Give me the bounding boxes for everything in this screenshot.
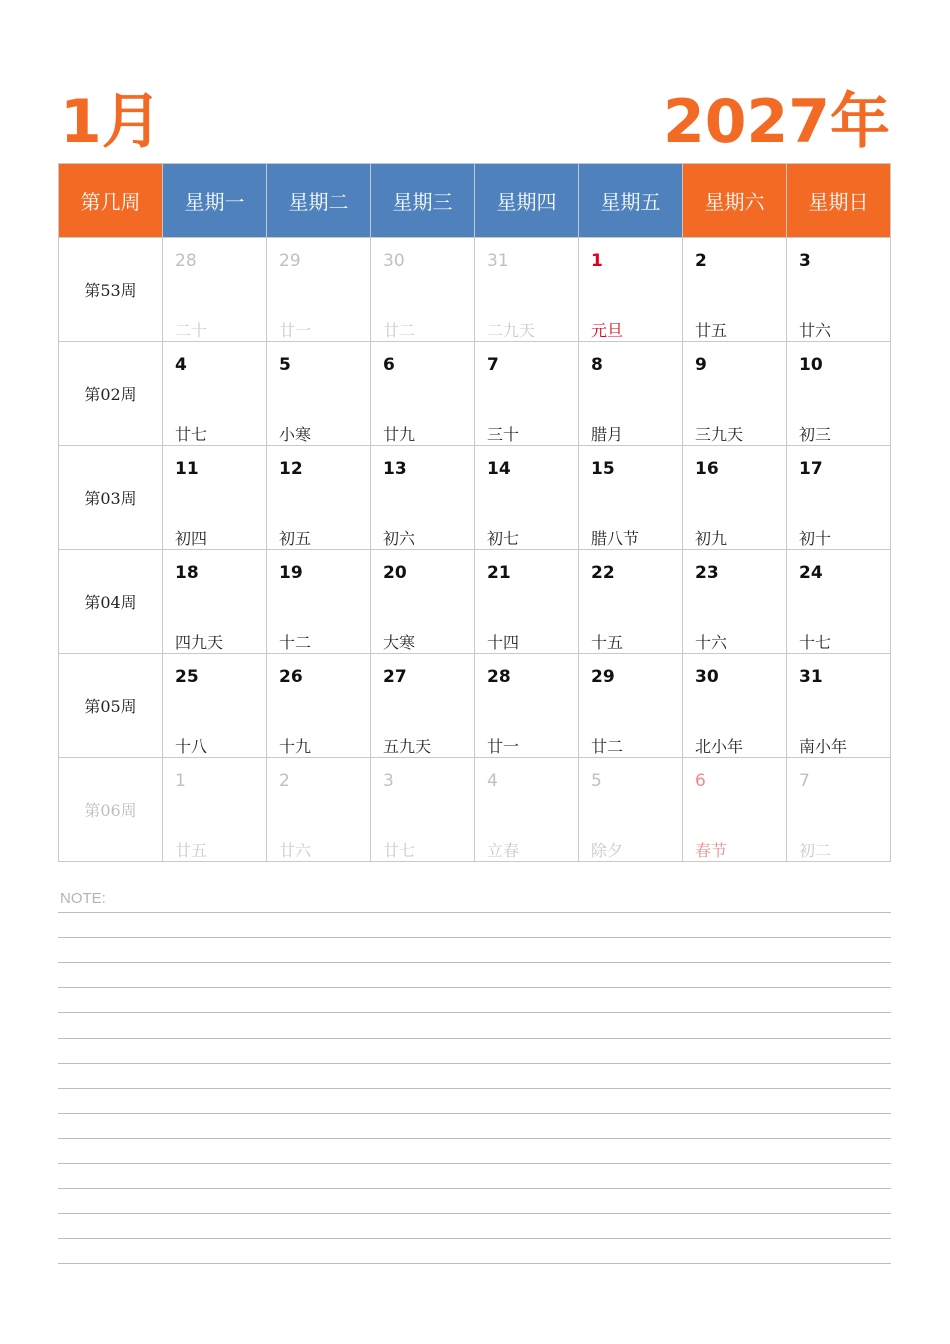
- day-number: 1: [175, 771, 186, 791]
- day-cell: [579, 238, 683, 342]
- day-number: 14: [487, 459, 511, 479]
- day-number: 18: [175, 563, 199, 583]
- day-cell: [683, 238, 787, 342]
- day-number: 12: [279, 459, 303, 479]
- week-row: [59, 758, 891, 862]
- lunar-date: 廿一: [487, 737, 520, 756]
- day-number: 7: [487, 355, 499, 375]
- lunar-date: 十九: [279, 737, 312, 756]
- day-number: 28: [487, 667, 511, 687]
- day-cell: [163, 654, 267, 758]
- day-number: 15: [591, 459, 615, 479]
- day-number: 26: [279, 667, 303, 687]
- note-line: [58, 1138, 891, 1139]
- day-cell: [475, 758, 579, 862]
- month-title: 1月: [60, 87, 162, 157]
- day-cell: [163, 550, 267, 654]
- day-number: 27: [383, 667, 407, 687]
- lunar-date: 二十: [175, 321, 208, 340]
- lunar-date: 廿五: [695, 321, 728, 340]
- day-cell: [475, 238, 579, 342]
- lunar-date: 元旦: [591, 321, 624, 340]
- day-number: 29: [591, 667, 615, 687]
- lunar-date: 廿六: [279, 841, 312, 860]
- lunar-date: 廿五: [175, 841, 208, 860]
- day-cell: [787, 550, 891, 654]
- day-number: 5: [279, 355, 291, 375]
- day-number: 28: [175, 251, 197, 271]
- day-cell: [371, 550, 475, 654]
- day-number: 30: [383, 251, 405, 271]
- lunar-date: 腊八节: [591, 529, 640, 548]
- day-number: 3: [383, 771, 394, 791]
- day-number: 5: [591, 771, 602, 791]
- note-label: NOTE:: [60, 890, 106, 907]
- day-cell: [475, 654, 579, 758]
- day-number: 1: [591, 251, 603, 271]
- lunar-date: 十四: [487, 633, 520, 652]
- day-number: 29: [279, 251, 301, 271]
- lunar-date: 北小年: [695, 737, 744, 756]
- lunar-date: 腊月: [591, 425, 624, 444]
- day-number: 11: [175, 459, 199, 479]
- header-wednesday: 星期三: [371, 164, 475, 238]
- day-number: 30: [695, 667, 719, 687]
- day-number: 17: [799, 459, 823, 479]
- day-number: 21: [487, 563, 511, 583]
- day-number: 6: [695, 771, 706, 791]
- lunar-date: 十七: [799, 633, 832, 652]
- day-number: 24: [799, 563, 823, 583]
- day-cell: [163, 342, 267, 446]
- calendar-table: [58, 163, 891, 862]
- day-number: 31: [487, 251, 509, 271]
- day-number: 2: [695, 251, 707, 271]
- day-cell: [371, 342, 475, 446]
- day-cell: [475, 446, 579, 550]
- week-row: [59, 238, 891, 342]
- note-line: [58, 987, 891, 988]
- header-saturday: 星期六: [683, 164, 787, 238]
- day-number: 3: [799, 251, 811, 271]
- day-number: 13: [383, 459, 407, 479]
- day-number: 16: [695, 459, 719, 479]
- header-sunday: 星期日: [787, 164, 891, 238]
- year-title: 2027年: [663, 87, 890, 157]
- day-cell: [787, 238, 891, 342]
- lunar-date: 十五: [591, 633, 624, 652]
- day-number: 31: [799, 667, 823, 687]
- lunar-date: 十二: [279, 633, 312, 652]
- day-number: 25: [175, 667, 199, 687]
- day-number: 8: [591, 355, 603, 375]
- header-thursday: 星期四: [475, 164, 579, 238]
- lunar-date: 十八: [175, 737, 208, 756]
- day-cell: [579, 550, 683, 654]
- note-line: [58, 1263, 891, 1264]
- day-cell: [163, 758, 267, 862]
- lunar-date: 三十: [487, 425, 520, 444]
- lunar-date: 初七: [487, 529, 520, 548]
- day-cell: [163, 446, 267, 550]
- day-cell: [475, 550, 579, 654]
- week-number-cell: 第03周: [59, 446, 163, 550]
- day-cell: [267, 654, 371, 758]
- lunar-date: 南小年: [799, 737, 848, 756]
- day-cell: [267, 550, 371, 654]
- note-line: [58, 962, 891, 963]
- week-number-cell: 第02周: [59, 342, 163, 446]
- header-monday: 星期一: [163, 164, 267, 238]
- day-cell: [371, 758, 475, 862]
- day-cell: [371, 238, 475, 342]
- note-line: [58, 1213, 891, 1214]
- lunar-date: 初五: [279, 529, 312, 548]
- day-number: 19: [279, 563, 303, 583]
- day-number: 9: [695, 355, 707, 375]
- week-number-cell: 第06周: [59, 758, 163, 862]
- note-line: [58, 1088, 891, 1089]
- lunar-date: 廿一: [279, 321, 312, 340]
- header-tuesday: 星期二: [267, 164, 371, 238]
- day-number: 20: [383, 563, 407, 583]
- lunar-date: 初三: [799, 425, 832, 444]
- lunar-date: 立春: [487, 841, 520, 860]
- lunar-date: 廿六: [799, 321, 832, 340]
- day-number: 4: [487, 771, 498, 791]
- day-cell: [787, 342, 891, 446]
- day-cell: [267, 238, 371, 342]
- day-cell: [371, 446, 475, 550]
- lunar-date: 三九天: [695, 425, 744, 444]
- note-line: [58, 1188, 891, 1189]
- day-cell: [787, 758, 891, 862]
- lunar-date: 廿七: [383, 841, 416, 860]
- week-row: [59, 550, 891, 654]
- lunar-date: 二九天: [487, 321, 536, 340]
- week-number-header: 第几周: [59, 164, 163, 238]
- day-cell: [163, 238, 267, 342]
- note-line: [58, 912, 891, 913]
- day-cell: [683, 758, 787, 862]
- week-row: [59, 342, 891, 446]
- week-number-cell: 第04周: [59, 550, 163, 654]
- lunar-date: 廿七: [175, 425, 208, 444]
- lunar-date: 初四: [175, 529, 208, 548]
- lunar-date: 初二: [799, 841, 832, 860]
- lunar-date: 初十: [799, 529, 832, 548]
- lunar-date: 小寒: [279, 425, 312, 444]
- day-cell: [267, 446, 371, 550]
- week-number-cell: 第05周: [59, 654, 163, 758]
- week-number-cell: 第53周: [59, 238, 163, 342]
- note-line: [58, 1238, 891, 1239]
- day-cell: [683, 550, 787, 654]
- day-number: 23: [695, 563, 719, 583]
- note-line: [58, 1113, 891, 1114]
- lunar-date: 十六: [695, 633, 728, 652]
- lunar-date: 除夕: [591, 841, 624, 860]
- day-cell: [683, 446, 787, 550]
- lunar-date: 四九天: [175, 633, 224, 652]
- day-number: 10: [799, 355, 823, 375]
- day-cell: [683, 654, 787, 758]
- day-number: 6: [383, 355, 395, 375]
- day-cell: [371, 654, 475, 758]
- note-line: [58, 1038, 891, 1039]
- weekday-header-row: [59, 164, 891, 238]
- day-number: 7: [799, 771, 810, 791]
- week-row: [59, 446, 891, 550]
- note-line: [58, 1163, 891, 1164]
- day-cell: [579, 446, 683, 550]
- lunar-date: 廿二: [383, 321, 416, 340]
- day-cell: [267, 758, 371, 862]
- day-cell: [579, 342, 683, 446]
- lunar-date: 五九天: [383, 737, 432, 756]
- header-friday: 星期五: [579, 164, 683, 238]
- day-cell: [475, 342, 579, 446]
- day-number: 2: [279, 771, 290, 791]
- day-number: 22: [591, 563, 615, 583]
- lunar-date: 廿九: [383, 425, 416, 444]
- day-cell: [579, 654, 683, 758]
- lunar-date: 廿二: [591, 737, 624, 756]
- lunar-date: 初九: [695, 529, 728, 548]
- lunar-date: 初六: [383, 529, 416, 548]
- lunar-date: 春节: [695, 841, 728, 860]
- day-number: 4: [175, 355, 187, 375]
- note-line: [58, 1012, 891, 1013]
- day-cell: [787, 446, 891, 550]
- day-cell: [579, 758, 683, 862]
- note-line: [58, 1063, 891, 1064]
- day-cell: [787, 654, 891, 758]
- week-row: [59, 654, 891, 758]
- day-cell: [683, 342, 787, 446]
- note-line: [58, 937, 891, 938]
- day-cell: [267, 342, 371, 446]
- lunar-date: 大寒: [383, 633, 416, 652]
